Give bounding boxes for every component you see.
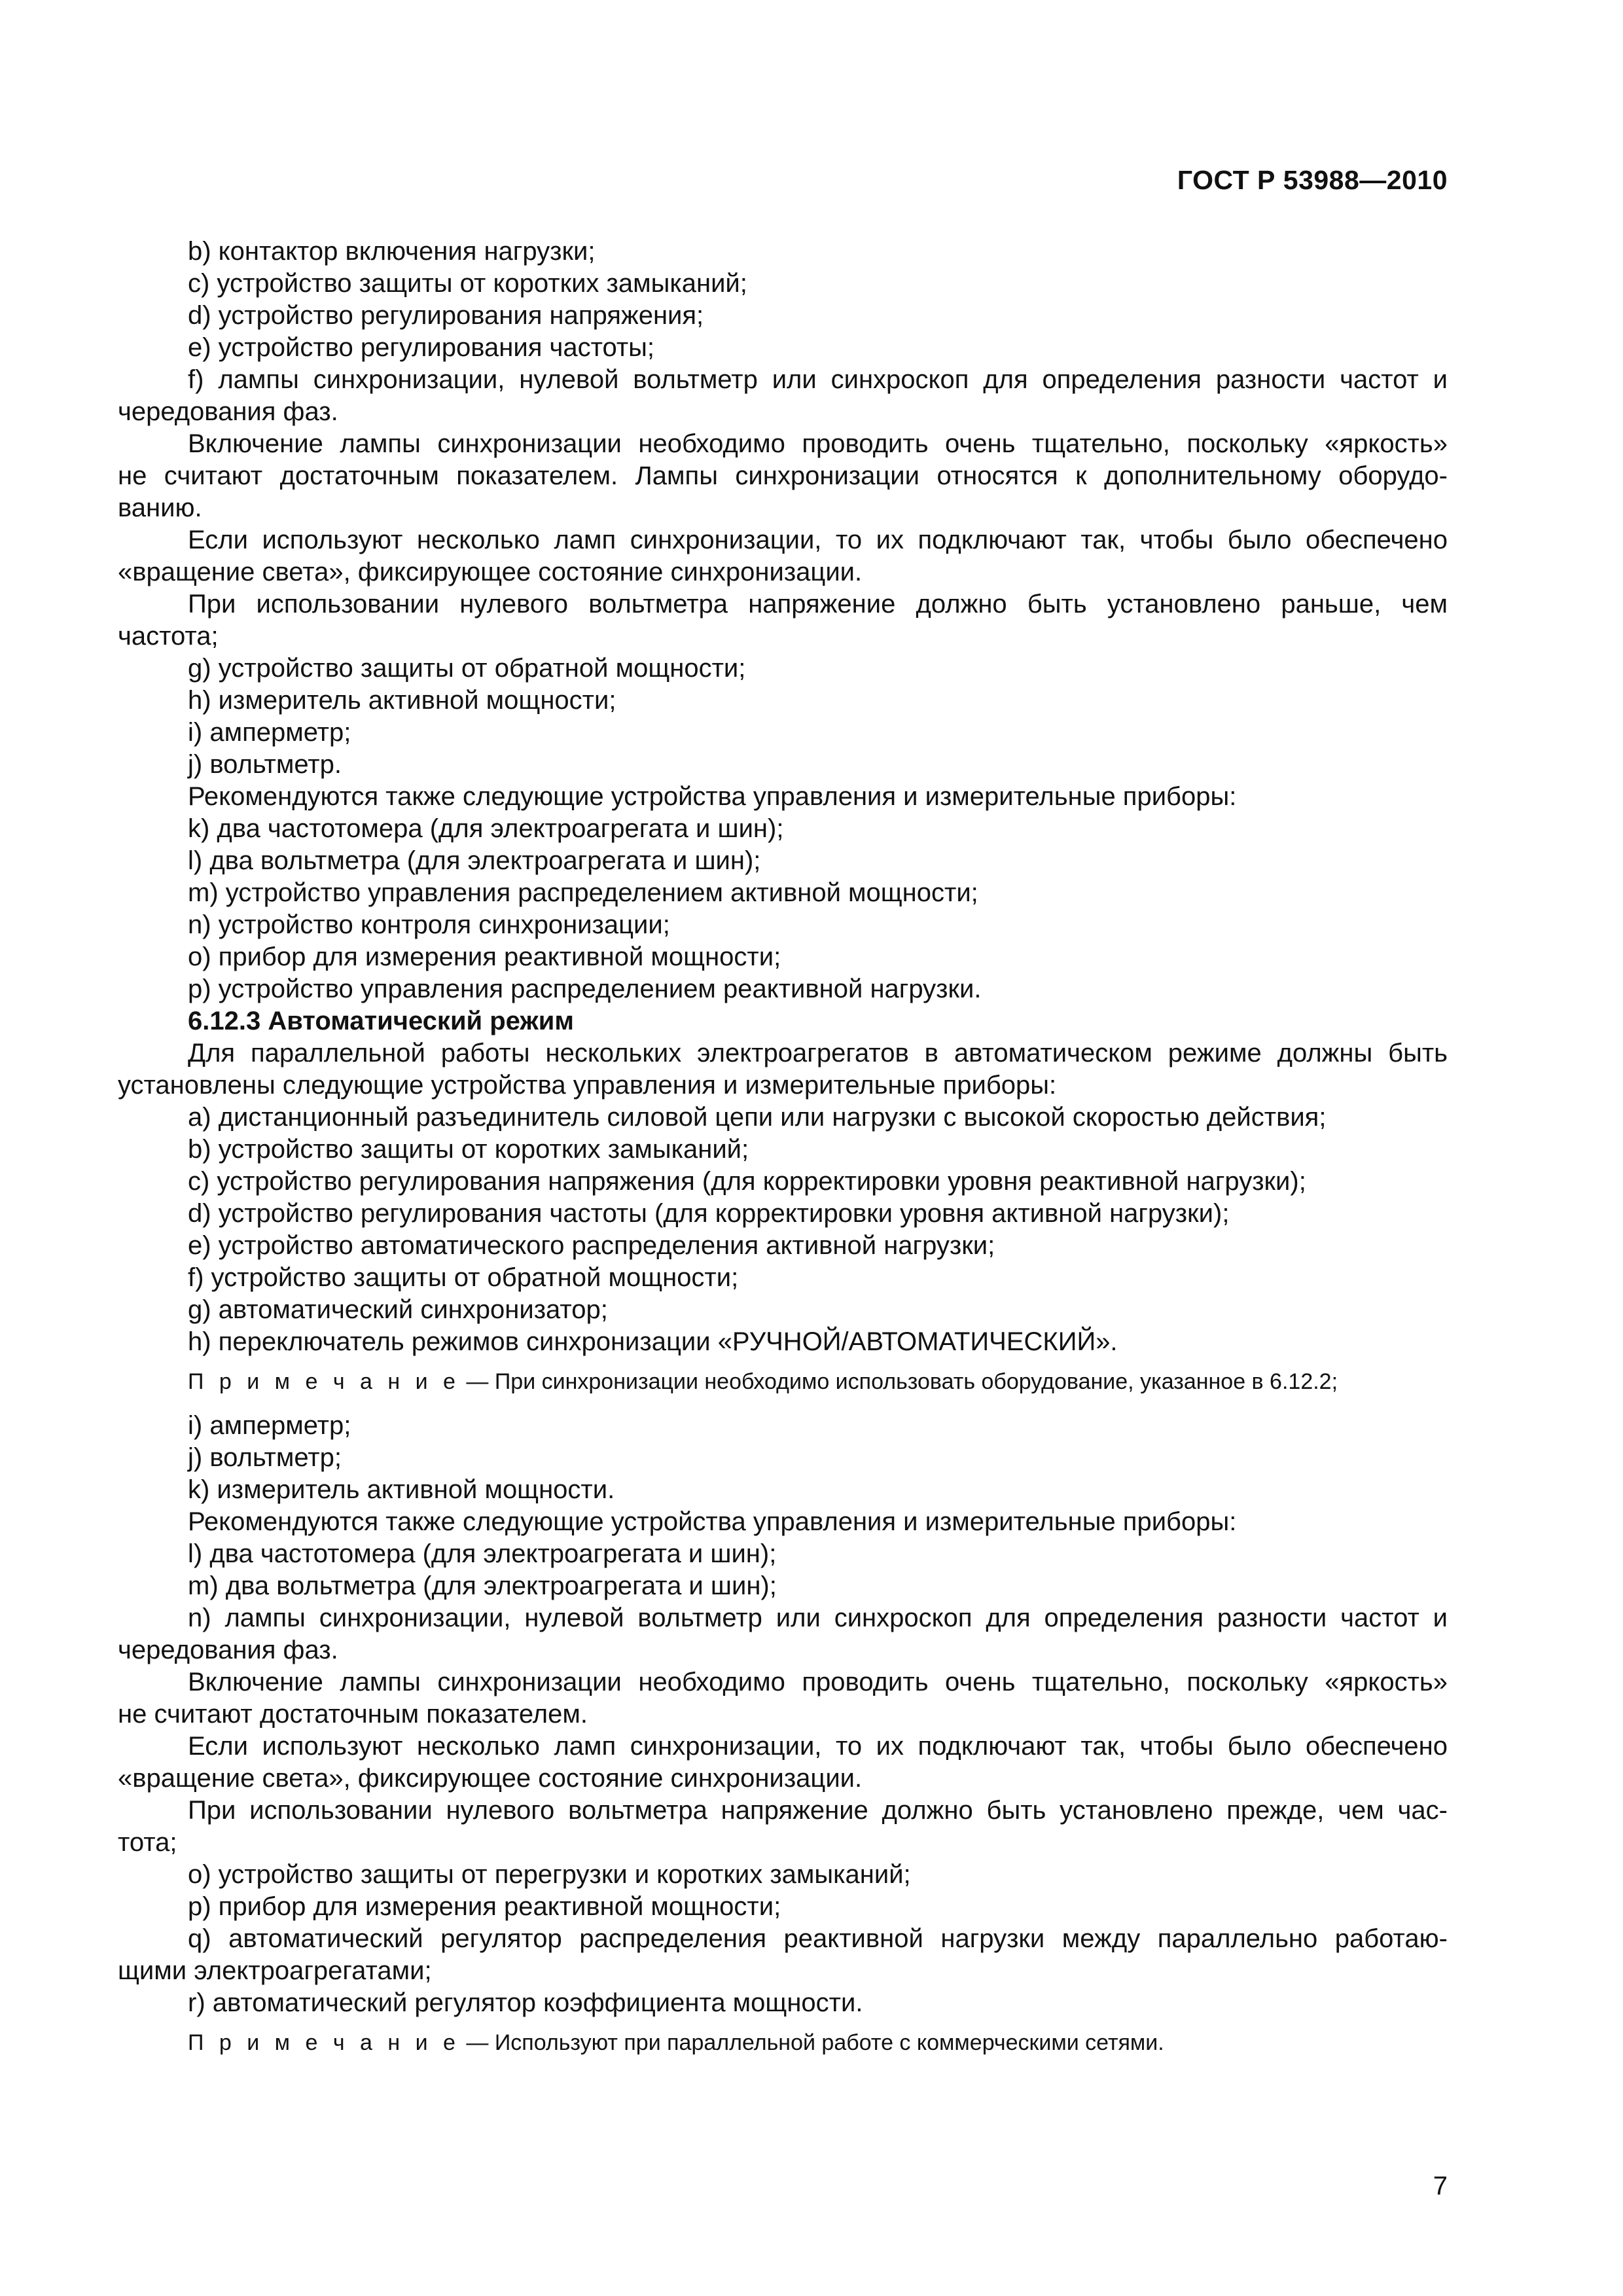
- list-item: d) устройство регулирования частоты (для корректировки уровня активной нагрузки);: [188, 1199, 1230, 1228]
- paragraph-line: не считают достаточным показателем.: [118, 1700, 588, 1729]
- list-item: g) автоматический синхронизатор;: [188, 1295, 608, 1324]
- list-item: j) вольтметр;: [188, 1443, 342, 1472]
- list-item: f) устройство защиты от обратной мощности;: [188, 1263, 739, 1292]
- list-item: c) устройство защиты от коротких замыканий;: [188, 269, 747, 298]
- list-item: p) прибор для измерения реактивной мощности;: [188, 1892, 781, 1921]
- note-text: — Используют при параллельной работе с коммерческими сетями.: [459, 2030, 1164, 2055]
- paragraph-line: Рекомендуются также следующие устройства управления и измерительные приборы:: [188, 782, 1237, 811]
- note-label: П р и м е ч а н и е: [188, 1369, 460, 1394]
- list-item: g) устройство защиты от обратной мощности;: [188, 654, 746, 683]
- paragraph-line: При использовании нулевого вольтметра напряжение должно быть установлено прежде, чем час-: [188, 1796, 1448, 1825]
- list-item-continuation: чередования фаз.: [118, 397, 338, 426]
- list-item: p) устройство управления распределением реактивной нагрузки.: [188, 975, 982, 1003]
- paragraph-line: Рекомендуются также следующие устройства управления и измерительные приборы:: [188, 1507, 1237, 1536]
- list-item: n) лампы синхронизации, нулевой вольтметр или синхроскоп для определения разности частот и: [188, 1604, 1448, 1632]
- document-header: ГОСТ Р 53988—2010: [1177, 165, 1448, 195]
- list-item-continuation: щими электроагрегатами;: [118, 1956, 432, 1985]
- list-item: m) устройство управления распределением активной мощности;: [188, 878, 978, 907]
- paragraph-line: частота;: [118, 622, 219, 651]
- paragraph-line: «вращение света», фиксирующее состояние синхронизации.: [118, 558, 863, 586]
- list-item: d) устройство регулирования напряжения;: [188, 301, 704, 330]
- list-item-continuation: чередования фаз.: [118, 1636, 338, 1664]
- section-heading: 6.12.3 Автоматический режим: [188, 1007, 574, 1035]
- list-item: b) устройство защиты от коротких замыканий;: [188, 1135, 749, 1164]
- list-item: i) амперметр;: [188, 1411, 351, 1440]
- note: [118, 2027, 1448, 2059]
- paragraph-line: не считают достаточным показателем. Лампы синхронизации относятся к дополнительному оборудо-: [118, 461, 1448, 490]
- list-item: c) устройство регулирования напряжения (для корректировки уровня реактивной нагрузки);: [188, 1167, 1306, 1196]
- paragraph-line: Включение лампы синхронизации необходимо проводить очень тщательно, поскольку «яркость»: [188, 1668, 1448, 1696]
- list-item: r) автоматический регулятор коэффициента мощности.: [188, 1988, 863, 2017]
- paragraph-line: Для параллельной работы нескольких электроагрегатов в автоматическом режиме должны быть: [188, 1039, 1448, 1067]
- paragraph-line: Если используют несколько ламп синхронизации, то их подключают так, чтобы было обеспечено: [188, 526, 1448, 554]
- list-item: j) вольтметр.: [188, 750, 342, 779]
- paragraph-line: установлены следующие устройства управления и измерительные приборы:: [118, 1071, 1057, 1100]
- list-item: h) переключатель режимов синхронизации «РУЧНОЙ/АВТОМАТИЧЕСКИЙ».: [188, 1327, 1118, 1356]
- list-item: m) два вольтметра (для электроагрегата и шин);: [188, 1571, 777, 1600]
- paragraph-line: тота;: [118, 1828, 177, 1857]
- paragraph-line: Если используют несколько ламп синхронизации, то их подключают так, чтобы было обеспечено: [188, 1732, 1448, 1761]
- document-body: [118, 236, 1448, 2071]
- note-text: — При синхронизации необходимо использовать оборудование, указанное в 6.12.2;: [459, 1369, 1338, 1394]
- list-item: e) устройство автоматического распределения активной нагрузки;: [188, 1231, 995, 1260]
- list-item: o) прибор для измерения реактивной мощности;: [188, 942, 781, 971]
- list-item: h) измеритель активной мощности;: [188, 686, 616, 715]
- note-label: П р и м е ч а н и е: [188, 2030, 460, 2055]
- list-item: n) устройство контроля синхронизации;: [188, 910, 670, 939]
- list-item: i) амперметр;: [188, 718, 351, 747]
- list-item: k) измеритель активной мощности.: [188, 1475, 615, 1504]
- list-item: e) устройство регулирования частоты;: [188, 333, 655, 362]
- list-item: b) контактор включения нагрузки;: [188, 237, 596, 266]
- paragraph-line: «вращение света», фиксирующее состояние синхронизации.: [118, 1764, 863, 1793]
- list-item: k) два частотомера (для электроагрегата и шин);: [188, 814, 784, 843]
- list-item: a) дистанционный разъединитель силовой цепи или нагрузки с высокой скоростью действия;: [188, 1103, 1327, 1132]
- list-item: q) автоматический регулятор распределения реактивной нагрузки между параллельно работаю-: [188, 1924, 1448, 1953]
- list-item: f) лампы синхронизации, нулевой вольтметр или синхроскоп для определения разности частот и: [188, 365, 1448, 394]
- paragraph-line: При использовании нулевого вольтметра напряжение должно быть установлено раньше, чем: [188, 590, 1448, 619]
- list-item: l) два частотомера (для электроагрегата и шин);: [188, 1539, 777, 1568]
- note: [118, 1366, 1448, 1398]
- paragraph-line: ванию.: [118, 493, 202, 522]
- page-number: 7: [1433, 2172, 1448, 2200]
- paragraph-line: Включение лампы синхронизации необходимо проводить очень тщательно, поскольку «яркость»: [188, 429, 1448, 458]
- list-item: l) два вольтметра (для электроагрегата и шин);: [188, 846, 761, 875]
- list-item: o) устройство защиты от перегрузки и коротких замыканий;: [188, 1860, 911, 1889]
